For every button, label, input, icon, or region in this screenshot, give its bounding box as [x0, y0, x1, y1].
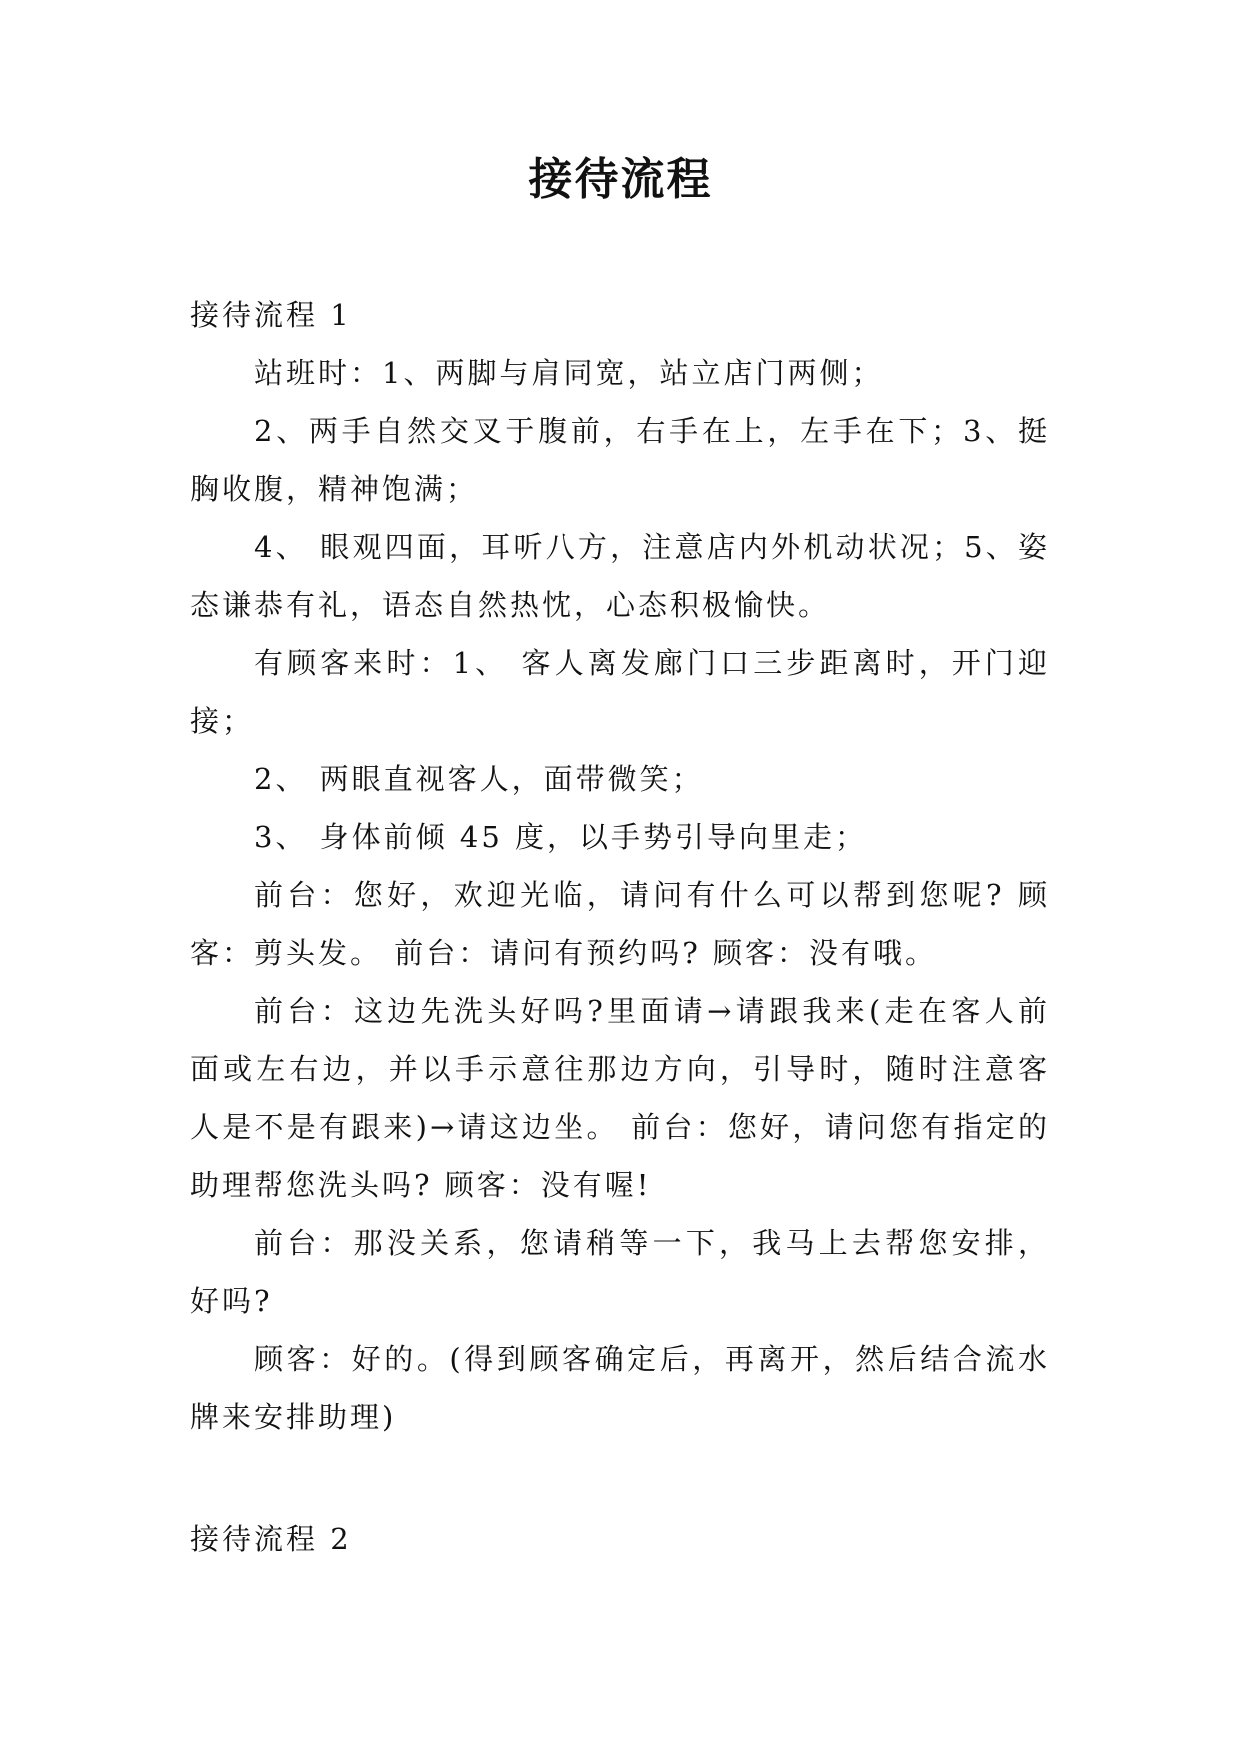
section-heading-1: 接待流程 1 [190, 298, 352, 332]
paragraph: 前台：那没关系，您请稍等一下，我马上去帮您安排，好吗? [190, 1226, 1050, 1318]
paragraph: 有顾客来时：1、 客人离发廊门口三步距离时，开门迎接； [190, 646, 1050, 738]
paragraph: 3、 身体前倾 45 度，以手势引导向里走； [254, 820, 868, 854]
paragraph: 2、 两眼直视客人，面带微笑； [254, 762, 704, 796]
section-heading-2: 接待流程 2 [190, 1522, 352, 1556]
paragraph: 前台：这边先洗头好吗?里面请→请跟我来(走在客人前面或左右边，并以手示意往那边方向，引导时，随时注意客人是不是有跟来)→请这边坐。 前台：您好，请问您有指定的助理帮您洗头吗? 顾客：没有喔! [190, 994, 1050, 1202]
paragraph: 站班时：1、两脚与肩同宽，站立店门两侧； [254, 356, 884, 390]
paragraph: 2、两手自然交叉于腹前，右手在上，左手在下；3、挺胸收腹，精神饱满； [190, 414, 1050, 506]
paragraph: 顾客：好的。(得到顾客确定后，再离开，然后结合流水牌来安排助理) [190, 1342, 1050, 1434]
document-title: 接待流程 [528, 154, 713, 205]
paragraph: 前台：您好，欢迎光临，请问有什么可以帮到您呢? 顾客：剪头发。 前台：请问有预约吗? 顾客：没有哦。 [190, 878, 1050, 970]
section-body-1 [190, 344, 1050, 1446]
paragraph: 4、 眼观四面，耳听八方，注意店内外机动状况；5、姿态谦恭有礼，语态自然热忱，心态积极愉快。 [190, 530, 1050, 622]
